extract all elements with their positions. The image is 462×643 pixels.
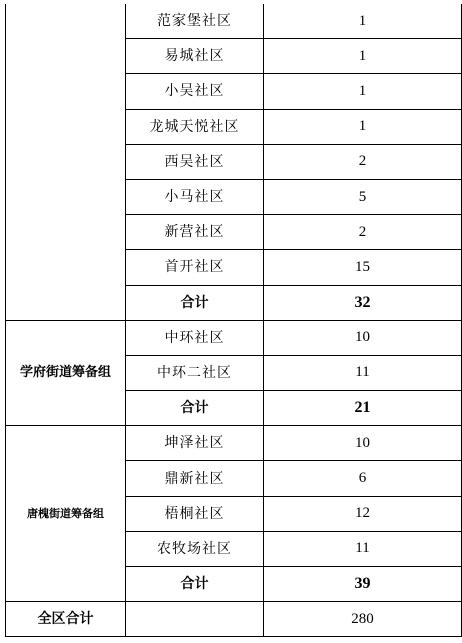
- community-name: 小马社区: [126, 179, 264, 214]
- community-count: 1: [264, 109, 462, 144]
- community-name: 小吴社区: [126, 74, 264, 109]
- community-name: 鼎新社区: [126, 461, 264, 496]
- group-label-cell: 唐槐街道筹备组: [6, 426, 126, 602]
- community-count: 12: [264, 496, 462, 531]
- community-count: 15: [264, 250, 462, 285]
- community-count: 5: [264, 179, 462, 214]
- group-label-cell: [6, 4, 126, 320]
- subtotal-value: 39: [264, 567, 462, 602]
- grand-total-row: [6, 602, 462, 637]
- grand-total-spacer: [126, 602, 264, 637]
- community-count: 10: [264, 320, 462, 355]
- table-row: [6, 426, 462, 461]
- community-name: 新营社区: [126, 215, 264, 250]
- community-name: 坤泽社区: [126, 426, 264, 461]
- community-count: 1: [264, 39, 462, 74]
- community-count-table: [5, 4, 462, 637]
- community-count: 1: [264, 74, 462, 109]
- community-name: 梧桐社区: [126, 496, 264, 531]
- community-name: 易城社区: [126, 39, 264, 74]
- community-count: 11: [264, 355, 462, 390]
- table-row: [6, 4, 462, 39]
- grand-total-label: 全区合计: [6, 602, 126, 637]
- community-name: 西吴社区: [126, 144, 264, 179]
- community-name: 中环二社区: [126, 355, 264, 390]
- subtotal-value: 32: [264, 285, 462, 320]
- community-name: 中环社区: [126, 320, 264, 355]
- community-count: 6: [264, 461, 462, 496]
- subtotal-value: 21: [264, 391, 462, 426]
- community-name: 龙城天悦社区: [126, 109, 264, 144]
- community-name: 首开社区: [126, 250, 264, 285]
- community-count: 2: [264, 215, 462, 250]
- community-count: 2: [264, 144, 462, 179]
- grand-total-value: 280: [264, 602, 462, 637]
- subtotal-label: 合计: [126, 285, 264, 320]
- group-label-cell: 学府街道筹备组: [6, 320, 126, 426]
- table-row: [6, 320, 462, 355]
- subtotal-label: 合计: [126, 567, 264, 602]
- community-count: 11: [264, 531, 462, 566]
- subtotal-label: 合计: [126, 391, 264, 426]
- community-name: 农牧场社区: [126, 531, 264, 566]
- community-count: 10: [264, 426, 462, 461]
- community-name: 范家堡社区: [126, 4, 264, 39]
- community-count: 1: [264, 4, 462, 39]
